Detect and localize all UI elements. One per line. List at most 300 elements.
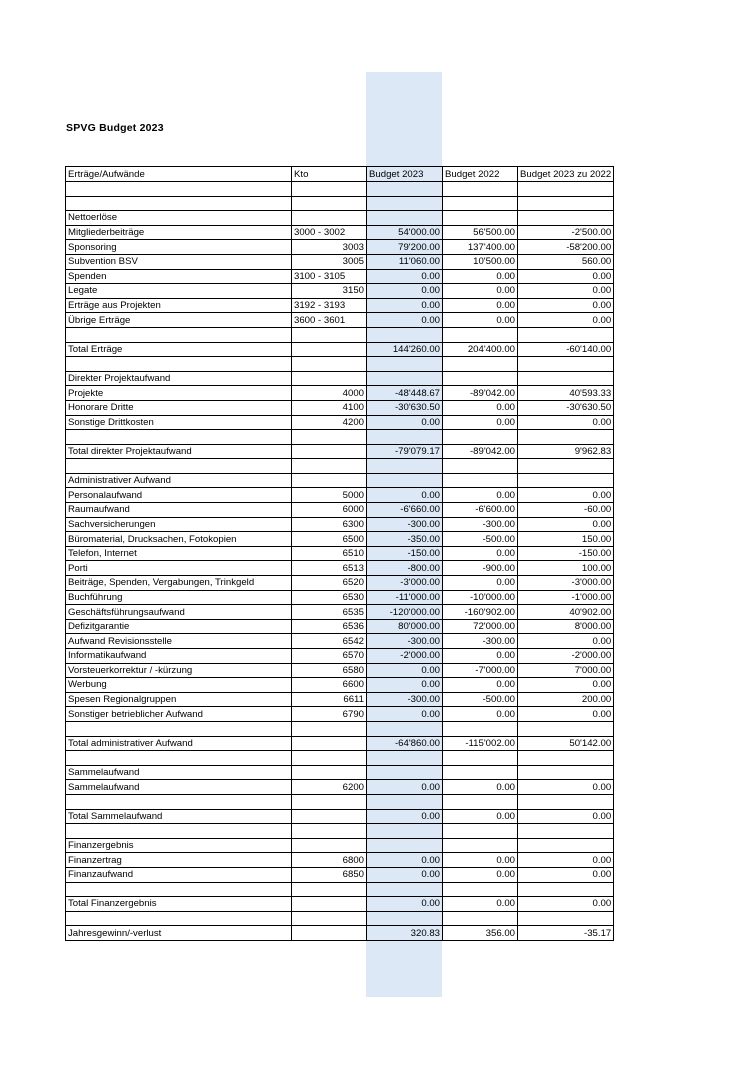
row-kto: 6570	[292, 649, 367, 664]
row-kto	[292, 794, 367, 809]
row-diff: 0.00	[518, 707, 614, 722]
row-kto	[292, 371, 367, 386]
row-label: Sammelaufwand	[66, 780, 292, 795]
row-budget-2022: -7'000.00	[443, 663, 518, 678]
row-label	[66, 196, 292, 211]
total-row	[66, 926, 614, 941]
table-row	[66, 269, 614, 284]
row-label	[66, 327, 292, 342]
row-budget-2023	[367, 371, 443, 386]
row-budget-2023: 0.00	[367, 678, 443, 693]
table-row	[66, 225, 614, 240]
row-kto	[292, 809, 367, 824]
row-kto	[292, 838, 367, 853]
row-diff: -2'500.00	[518, 225, 614, 240]
row-kto: 3150	[292, 284, 367, 299]
row-kto: 6500	[292, 532, 367, 547]
budget-table	[65, 166, 614, 941]
row-kto	[292, 196, 367, 211]
row-budget-2023: -350.00	[367, 532, 443, 547]
row-kto: 6800	[292, 853, 367, 868]
row-budget-2023: 0.00	[367, 269, 443, 284]
row-budget-2022	[443, 459, 518, 474]
row-budget-2022	[443, 357, 518, 372]
row-diff: 0.00	[518, 853, 614, 868]
row-diff: 0.00	[518, 269, 614, 284]
row-kto	[292, 182, 367, 197]
row-diff: 0.00	[518, 517, 614, 532]
row-kto: 3005	[292, 254, 367, 269]
row-budget-2022	[443, 721, 518, 736]
column-header-budget-2022: Budget 2022	[443, 167, 518, 182]
row-kto: 6790	[292, 707, 367, 722]
section-header-row	[66, 371, 614, 386]
table-row	[66, 532, 614, 547]
row-label	[66, 430, 292, 445]
row-budget-2023: -11'000.00	[367, 590, 443, 605]
row-kto: 3000 - 3002	[292, 225, 367, 240]
row-budget-2023: -120'000.00	[367, 605, 443, 620]
row-budget-2023	[367, 327, 443, 342]
row-budget-2023	[367, 824, 443, 839]
row-label: Sammelaufwand	[66, 765, 292, 780]
row-budget-2023	[367, 211, 443, 226]
row-budget-2023: -3'000.00	[367, 576, 443, 591]
row-label: Finanzaufwand	[66, 867, 292, 882]
row-kto: 6536	[292, 619, 367, 634]
row-diff	[518, 327, 614, 342]
row-kto	[292, 765, 367, 780]
row-label: Jahresgewinn/-verlust	[66, 926, 292, 941]
row-budget-2023: -2'000.00	[367, 649, 443, 664]
row-kto: 6300	[292, 517, 367, 532]
table-row	[66, 313, 614, 328]
row-label: Büromaterial, Drucksachen, Fotokopien	[66, 532, 292, 547]
row-budget-2023: 0.00	[367, 415, 443, 430]
row-diff: 0.00	[518, 298, 614, 313]
row-label: Projekte	[66, 386, 292, 401]
blank-row	[66, 182, 614, 197]
blank-row	[66, 721, 614, 736]
row-budget-2023: 320.83	[367, 926, 443, 941]
column-header-label: Erträge/Aufwände	[66, 167, 292, 182]
row-budget-2022	[443, 182, 518, 197]
row-budget-2023	[367, 459, 443, 474]
table-row	[66, 400, 614, 415]
row-budget-2023: -300.00	[367, 517, 443, 532]
row-budget-2023: -300.00	[367, 634, 443, 649]
row-kto: 6580	[292, 663, 367, 678]
section-header-row	[66, 473, 614, 488]
table-row	[66, 634, 614, 649]
row-kto	[292, 897, 367, 912]
row-diff: -150.00	[518, 546, 614, 561]
table-row	[66, 546, 614, 561]
table-row	[66, 619, 614, 634]
row-diff: 8'000.00	[518, 619, 614, 634]
row-label	[66, 357, 292, 372]
row-budget-2022: 0.00	[443, 649, 518, 664]
row-budget-2022: 0.00	[443, 780, 518, 795]
row-budget-2023: 0.00	[367, 867, 443, 882]
row-label: Sonstiger betrieblicher Aufwand	[66, 707, 292, 722]
row-label: Sonstige Drittkosten	[66, 415, 292, 430]
row-label: Telefon, Internet	[66, 546, 292, 561]
row-budget-2023	[367, 357, 443, 372]
row-label: Geschäftsführungsaufwand	[66, 605, 292, 620]
row-label: Mitgliederbeiträge	[66, 225, 292, 240]
row-label	[66, 911, 292, 926]
blank-row	[66, 196, 614, 211]
row-label: Total Sammelaufwand	[66, 809, 292, 824]
row-kto: 6510	[292, 546, 367, 561]
row-diff: 100.00	[518, 561, 614, 576]
row-budget-2022: -300.00	[443, 517, 518, 532]
row-kto	[292, 911, 367, 926]
row-label: Spenden	[66, 269, 292, 284]
row-diff: -1'000.00	[518, 590, 614, 605]
table-row	[66, 386, 614, 401]
row-budget-2022: -115'002.00	[443, 736, 518, 751]
row-diff: -58'200.00	[518, 240, 614, 255]
table-row	[66, 561, 614, 576]
row-kto	[292, 736, 367, 751]
row-kto	[292, 882, 367, 897]
blank-row	[66, 327, 614, 342]
row-diff	[518, 182, 614, 197]
row-diff: 200.00	[518, 692, 614, 707]
row-label: Personalaufwand	[66, 488, 292, 503]
row-diff: 0.00	[518, 313, 614, 328]
row-label: Direkter Projektaufwand	[66, 371, 292, 386]
row-kto: 4200	[292, 415, 367, 430]
row-label: Honorare Dritte	[66, 400, 292, 415]
table-row	[66, 780, 614, 795]
row-kto	[292, 721, 367, 736]
table-row	[66, 692, 614, 707]
row-diff: 9'962.83	[518, 444, 614, 459]
row-label: Spesen Regionalgruppen	[66, 692, 292, 707]
row-budget-2023: -6'660.00	[367, 503, 443, 518]
blank-row	[66, 751, 614, 766]
row-budget-2022	[443, 371, 518, 386]
row-label: Finanzertrag	[66, 853, 292, 868]
row-label: Administrativer Aufwand	[66, 473, 292, 488]
row-diff	[518, 838, 614, 853]
row-budget-2023: 79'200.00	[367, 240, 443, 255]
row-diff: 0.00	[518, 678, 614, 693]
row-budget-2023: -300.00	[367, 692, 443, 707]
row-kto: 6200	[292, 780, 367, 795]
row-label: Beiträge, Spenden, Vergabungen, Trinkgeld	[66, 576, 292, 591]
row-budget-2022: 0.00	[443, 298, 518, 313]
row-budget-2022: 0.00	[443, 313, 518, 328]
row-budget-2023: 0.00	[367, 809, 443, 824]
row-budget-2022: 0.00	[443, 269, 518, 284]
row-label: Total direkter Projektaufwand	[66, 444, 292, 459]
table-row	[66, 517, 614, 532]
row-budget-2022	[443, 473, 518, 488]
table-row	[66, 590, 614, 605]
row-budget-2023: -48'448.67	[367, 386, 443, 401]
row-kto	[292, 926, 367, 941]
row-kto: 6530	[292, 590, 367, 605]
row-label: Buchführung	[66, 590, 292, 605]
row-kto	[292, 327, 367, 342]
row-diff: 0.00	[518, 780, 614, 795]
row-diff	[518, 196, 614, 211]
total-row	[66, 809, 614, 824]
row-diff	[518, 721, 614, 736]
row-budget-2022: 0.00	[443, 488, 518, 503]
row-diff	[518, 211, 614, 226]
row-diff: 0.00	[518, 809, 614, 824]
section-header-row	[66, 765, 614, 780]
row-budget-2022: -6'600.00	[443, 503, 518, 518]
row-diff	[518, 473, 614, 488]
row-label: Übrige Erträge	[66, 313, 292, 328]
row-kto: 4000	[292, 386, 367, 401]
row-budget-2022: 72'000.00	[443, 619, 518, 634]
row-label: Raumaufwand	[66, 503, 292, 518]
row-label	[66, 751, 292, 766]
table-row	[66, 503, 614, 518]
row-diff: -60'140.00	[518, 342, 614, 357]
row-diff	[518, 459, 614, 474]
row-kto: 6611	[292, 692, 367, 707]
row-budget-2023	[367, 911, 443, 926]
row-budget-2023: 0.00	[367, 780, 443, 795]
row-budget-2022: 0.00	[443, 853, 518, 868]
row-kto: 6513	[292, 561, 367, 576]
row-diff: 40'902.00	[518, 605, 614, 620]
row-label	[66, 459, 292, 474]
row-budget-2022: -160'902.00	[443, 605, 518, 620]
row-kto	[292, 357, 367, 372]
table-row	[66, 605, 614, 620]
total-row	[66, 897, 614, 912]
row-budget-2023: 0.00	[367, 313, 443, 328]
row-kto: 4100	[292, 400, 367, 415]
row-budget-2023	[367, 182, 443, 197]
row-label: Total Erträge	[66, 342, 292, 357]
row-kto: 3600 - 3601	[292, 313, 367, 328]
row-diff	[518, 765, 614, 780]
table-row	[66, 488, 614, 503]
row-budget-2023: -64'860.00	[367, 736, 443, 751]
row-label: Erträge aus Projekten	[66, 298, 292, 313]
row-kto	[292, 473, 367, 488]
row-budget-2022	[443, 824, 518, 839]
row-kto: 3192 - 3193	[292, 298, 367, 313]
row-budget-2022	[443, 327, 518, 342]
row-budget-2022: -300.00	[443, 634, 518, 649]
total-row	[66, 444, 614, 459]
row-label	[66, 882, 292, 897]
column-header-budget-2023: Budget 2023	[367, 167, 443, 182]
row-diff: -2'000.00	[518, 649, 614, 664]
row-kto: 6535	[292, 605, 367, 620]
row-label	[66, 721, 292, 736]
row-diff: 0.00	[518, 867, 614, 882]
row-label: Vorsteuerkorrektur / -kürzung	[66, 663, 292, 678]
row-budget-2022: 56'500.00	[443, 225, 518, 240]
row-label	[66, 824, 292, 839]
row-budget-2022: 0.00	[443, 809, 518, 824]
row-budget-2022	[443, 211, 518, 226]
row-budget-2023	[367, 751, 443, 766]
row-kto: 5000	[292, 488, 367, 503]
row-diff: 0.00	[518, 284, 614, 299]
table-header-row	[66, 167, 614, 182]
row-diff	[518, 824, 614, 839]
row-budget-2022: 10'500.00	[443, 254, 518, 269]
row-budget-2023: -150.00	[367, 546, 443, 561]
row-kto: 6520	[292, 576, 367, 591]
row-budget-2022: 137'400.00	[443, 240, 518, 255]
row-label	[66, 794, 292, 809]
row-kto: 6600	[292, 678, 367, 693]
row-label: Sponsoring	[66, 240, 292, 255]
row-budget-2022: 0.00	[443, 707, 518, 722]
blank-row	[66, 824, 614, 839]
blank-row	[66, 459, 614, 474]
row-label: Nettoerlöse	[66, 211, 292, 226]
row-budget-2023	[367, 473, 443, 488]
row-label: Werbung	[66, 678, 292, 693]
row-diff: 7'000.00	[518, 663, 614, 678]
row-kto: 3003	[292, 240, 367, 255]
row-kto: 6542	[292, 634, 367, 649]
row-kto	[292, 824, 367, 839]
row-label: Subvention BSV	[66, 254, 292, 269]
row-budget-2023: -79'079.17	[367, 444, 443, 459]
row-diff: 0.00	[518, 897, 614, 912]
row-budget-2023: -30'630.50	[367, 400, 443, 415]
section-header-row	[66, 211, 614, 226]
row-budget-2022	[443, 838, 518, 853]
row-budget-2022: 0.00	[443, 678, 518, 693]
table-body	[66, 182, 614, 941]
row-budget-2022: 204'400.00	[443, 342, 518, 357]
row-kto: 6850	[292, 867, 367, 882]
row-budget-2023	[367, 196, 443, 211]
row-budget-2023	[367, 794, 443, 809]
row-budget-2023	[367, 838, 443, 853]
blank-row	[66, 794, 614, 809]
table-row	[66, 707, 614, 722]
row-label: Porti	[66, 561, 292, 576]
blank-row	[66, 882, 614, 897]
row-label: Sachversicherungen	[66, 517, 292, 532]
table-row	[66, 415, 614, 430]
row-kto	[292, 211, 367, 226]
row-budget-2023: 0.00	[367, 707, 443, 722]
row-budget-2022: 0.00	[443, 415, 518, 430]
row-kto: 3100 - 3105	[292, 269, 367, 284]
row-label: Finanzergebnis	[66, 838, 292, 853]
row-budget-2022: -900.00	[443, 561, 518, 576]
row-diff: 560.00	[518, 254, 614, 269]
row-budget-2022	[443, 751, 518, 766]
row-kto	[292, 751, 367, 766]
row-kto: 6000	[292, 503, 367, 518]
row-budget-2023: 0.00	[367, 897, 443, 912]
row-label: Defizitgarantie	[66, 619, 292, 634]
row-diff	[518, 751, 614, 766]
row-label: Total Finanzergebnis	[66, 897, 292, 912]
row-budget-2023: 0.00	[367, 488, 443, 503]
row-budget-2023: 54'000.00	[367, 225, 443, 240]
row-budget-2022: 0.00	[443, 284, 518, 299]
row-kto	[292, 444, 367, 459]
row-budget-2023	[367, 721, 443, 736]
row-diff: 50'142.00	[518, 736, 614, 751]
row-budget-2023: 80'000.00	[367, 619, 443, 634]
table-row	[66, 240, 614, 255]
table-row	[66, 298, 614, 313]
row-budget-2023: 11'060.00	[367, 254, 443, 269]
row-budget-2022	[443, 196, 518, 211]
table-row	[66, 853, 614, 868]
row-budget-2023: 0.00	[367, 853, 443, 868]
row-budget-2022: -89'042.00	[443, 386, 518, 401]
column-header-kto: Kto	[292, 167, 367, 182]
row-diff	[518, 357, 614, 372]
row-budget-2022: -500.00	[443, 692, 518, 707]
row-label	[66, 182, 292, 197]
row-budget-2022: 0.00	[443, 897, 518, 912]
row-diff: 0.00	[518, 415, 614, 430]
blank-row	[66, 430, 614, 445]
row-budget-2022: -89'042.00	[443, 444, 518, 459]
row-budget-2022	[443, 765, 518, 780]
row-budget-2023: 0.00	[367, 284, 443, 299]
row-diff: 40'593.33	[518, 386, 614, 401]
row-budget-2023: -800.00	[367, 561, 443, 576]
row-budget-2023: 0.00	[367, 298, 443, 313]
row-budget-2022: 0.00	[443, 576, 518, 591]
row-diff: -30'630.50	[518, 400, 614, 415]
row-budget-2023: 0.00	[367, 663, 443, 678]
row-diff	[518, 911, 614, 926]
table-row	[66, 576, 614, 591]
row-label: Aufwand Revisionsstelle	[66, 634, 292, 649]
row-diff	[518, 430, 614, 445]
row-budget-2022: 0.00	[443, 867, 518, 882]
table-row	[66, 649, 614, 664]
row-budget-2023	[367, 430, 443, 445]
row-budget-2022: -500.00	[443, 532, 518, 547]
blank-row	[66, 357, 614, 372]
row-diff: -3'000.00	[518, 576, 614, 591]
section-header-row	[66, 838, 614, 853]
row-budget-2022: 0.00	[443, 400, 518, 415]
total-row	[66, 736, 614, 751]
row-diff: -60.00	[518, 503, 614, 518]
row-budget-2022	[443, 882, 518, 897]
row-budget-2023	[367, 765, 443, 780]
table-row	[66, 284, 614, 299]
row-diff	[518, 371, 614, 386]
row-budget-2022: 0.00	[443, 546, 518, 561]
row-diff	[518, 882, 614, 897]
row-kto	[292, 342, 367, 357]
row-label: Informatikaufwand	[66, 649, 292, 664]
row-budget-2023	[367, 882, 443, 897]
row-diff: -35.17	[518, 926, 614, 941]
document-title: SPVG Budget 2023	[66, 122, 164, 134]
